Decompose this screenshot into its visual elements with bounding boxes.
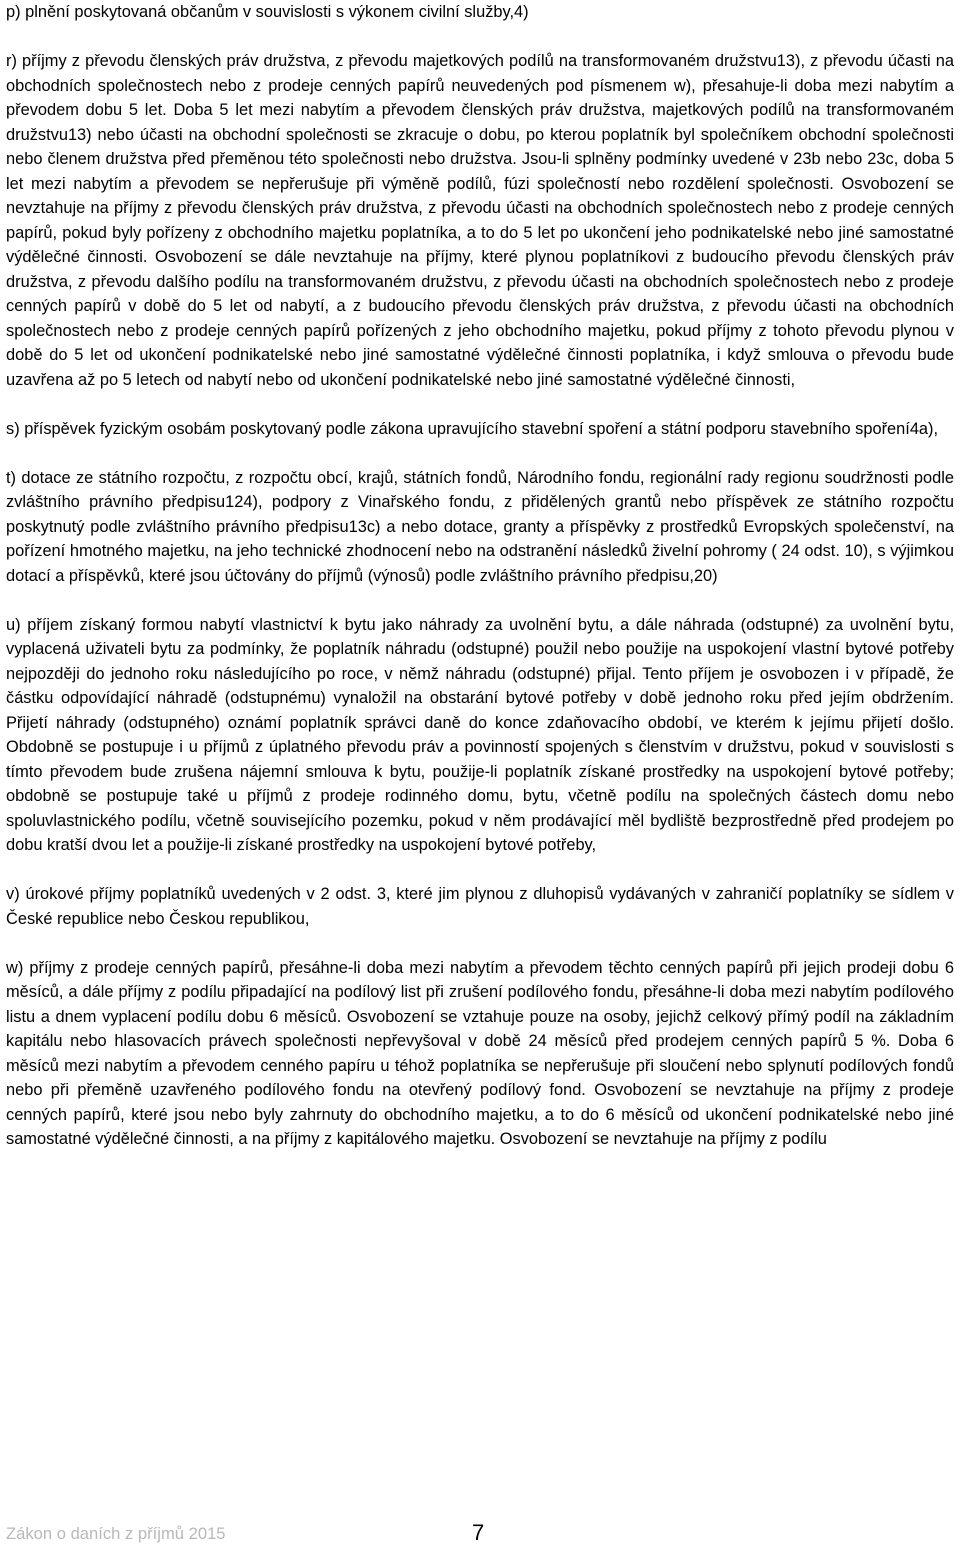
page-footer bbox=[6, 1520, 954, 1548]
paragraph-gap bbox=[6, 392, 954, 417]
paragraph-gap bbox=[6, 858, 954, 883]
paragraph-u: u) příjem získaný formou nabytí vlastnictví k bytu jako náhrady za uvolnění bytu, a dále náhrada (odstupné) za uvolnění bytu, vyplacená uživateli bytu za podmínky, že poplatník náhradu (odstupné) použil nebo použije na uspokojení vlastní bytové potřeby nejpozději do jednoho roku následujícího po roce, v němž náhradu (odstupné) přijal. Tento příjem je osvobozen i v případě, že částku odpovídající náhradě (odstupnému) vynaložil na obstarání bytové potřeby v době jednoho roku před jejím obdržením. Přijetí náhrady (odstupného) oznámí poplatník správci daně do konce zdaňovacího období, ve kterém k jejímu přijetí došlo. Obdobně se postupuje i u příjmů z úplatného převodu práv a povinností spojených s členstvím v družstvu, pokud v souvislosti s tímto převodem bude zrušena nájemní smlouva k bytu, použije-li poplatník získané prostředky na uspokojení bytové potřeby; obdobně se postupuje také u příjmů z prodeje rodinného domu, bytu, včetně podílu na společných částech domu nebo spoluvlastnického podílu, včetně souvisejícího pozemku, pokud v něm prodávající měl bydliště bezprostředně před prodejem po dobu kratší dvou let a použije-li získané prostředky na uspokojení bytové potřeby, bbox=[6, 615, 954, 854]
paragraph-gap bbox=[6, 441, 954, 466]
paragraph-s: s) příspěvek fyzickým osobám poskytovaný podle zákona upravujícího stavební spoření a státní podporu stavebního spoření4a), bbox=[6, 419, 939, 438]
paragraph-r: r) příjmy z převodu členských práv družstva, z převodu majetkových podílů na transformovaném družstvu13), z převodu účasti na obchodních společnostech nebo z prodeje cenných papírů neuvedených pod písmenem w), přesahuje-li doba mezi nabytím a převodem dobu 5 let. Doba 5 let mezi nabytím a převodem členských práv družstva, majetkových podílů na transformovaném družstvu13) nebo účasti na obchodní společnosti se zkracuje o dobu, po kterou poplatník byl společníkem obchodní společnosti nebo členem družstva před přeměnou této společnosti nebo družstva. Jsou-li splněny podmínky uvedené v 23b nebo 23c, doba 5 let mezi nabytím a převodem se nepřerušuje při výměně podílů, fúzi společností nebo rozdělení společnosti. Osvobození se nevztahuje na příjmy z převodu členských práv družstva, z převodu účasti na obchodních společnostech nebo z prodeje cenných papírů, pokud byly pořízeny z obchodního majetku poplatníka, a to do 5 let po ukončení jeho podnikatelské nebo jiné samostatné výdělečné činnosti. Osvobození se dále nevztahuje na příjmy, které plynou poplatníkovi z budoucího převodu členských práv družstva, z převodu dalšího podílu na transformovaném družstvu, z převodu účasti na obchodních společnostech nebo z prodeje cenných papírů v době do 5 let od nabytí, a z budoucího převodu členských práv družstva, z převodu účasti na obchodních společnostech nebo z prodeje cenných papírů pořízených z jeho obchodního majetku, pokud příjmy z tohoto převodu plynou v době do 5 let od ukončení podnikatelské nebo jiné samostatné výdělečné činnosti poplatníka, i když smlouva o převodu bude uzavřena až po 5 letech od nabytí nebo od ukončení podnikatelské nebo jiné samostatné výdělečné činnosti, bbox=[6, 52, 954, 389]
paragraph-w: w) příjmy z prodeje cenných papírů, přesáhne-li doba mezi nabytím a převodem těchto cenných papírů při jejich prodeji dobu 6 měsíců, a dále příjmy z podílu připadající na podílový list při zrušení podílového fondu, přesáhne-li doba mezi nabytím podílového listu a dnem vyplacení podílu dobu 6 měsíců. Osvobození se vztahuje pouze na osoby, jejichž celkový přímý podíl na základním kapitálu nebo hlasovacích právech společnosti nepřevyšoval v době 24 měsíců před prodejem cenných papírů 5 %. Doba 6 měsíců mezi nabytím a převodem cenného papíru u téhož poplatníka se nepřerušuje při sloučení nebo splynutí podílových fondů nebo při přeměně uzavřeného podílového fondu na otevřený podílový fond. Osvobození se nevztahuje na příjmy z prodeje cenných papírů, které jsou nebo byly zahrnuty do obchodního majetku, a to do 6 měsíců od ukončení podnikatelské nebo jiné samostatné výdělečné činnosti, a na příjmy z kapitálového majetku. Osvobození se nevztahuje na příjmy z podílu bbox=[6, 958, 954, 1148]
footer-title: Zákon o daních z příjmů 2015 bbox=[6, 1524, 226, 1543]
paragraph-gap bbox=[6, 588, 954, 613]
paragraph-gap bbox=[6, 25, 954, 50]
paragraph-t: t) dotace ze státního rozpočtu, z rozpočtu obcí, krajů, státních fondů, Národního fondu, regionální rady regionu soudržnosti podle zvláštního právního předpisu124), podpory z Vinařského fondu, z přidělených grantů nebo příspěvek ze státního rozpočtu poskytnutý podle zvláštního právního předpisu13c) a nebo dotace, granty a příspěvky z prostředků Evropských společenství, na pořízení hmotného majetku, na jeho technické zhodnocení nebo na odstranění následků živelní pohromy ( 24 odst. 10), s výjimkou dotací a příspěvků, které jsou účtovány do příjmů (výnosů) podle zvláštního právního předpisu,20) bbox=[6, 468, 954, 585]
document-body bbox=[6, 0, 954, 1152]
paragraph-p: p) plnění poskytovaná občanům v souvislosti s výkonem civilní služby,4) bbox=[6, 3, 529, 21]
paragraph-gap bbox=[6, 931, 954, 956]
paragraph-v: v) úrokové příjmy poplatníků uvedených v 2 odst. 3, které jim plynou z dluhopisů vydávaných v zahraničí poplatníky se sídlem v České republice nebo Českou republikou, bbox=[6, 885, 954, 928]
page-number: 7 bbox=[472, 1520, 485, 1545]
